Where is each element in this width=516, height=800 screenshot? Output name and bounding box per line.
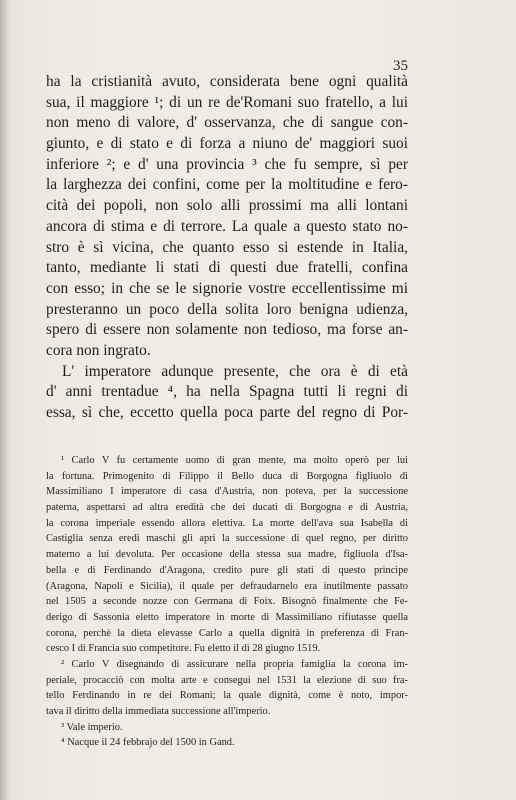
text-line: presteranno un poco della solita loro benigna udienza, <box>46 300 408 318</box>
footnote-line: Massimiliano I imperatore di casa d'Austria, non poteva, per la successione <box>46 486 408 498</box>
text-line: d' anni trentadue ⁴, ha nella Spagna tutti li regni di <box>46 383 408 401</box>
footnote-line: ³ Vale imperio. <box>61 721 123 733</box>
text-line: spero di essere non solamente non tedioso, ma forse an- <box>46 321 408 339</box>
main-text <box>46 72 408 424</box>
gutter-shadow <box>0 0 10 800</box>
text-line: sua, il maggiore ¹; di un re de'Romani suo fratello, a lui <box>46 93 408 111</box>
text-line: ha la cristianità avuto, considerata bene ogni qualità <box>46 73 408 90</box>
footnote-line: Castiglia senza eredi maschi gli aprì la successione di quel regno, per diritto <box>46 533 408 545</box>
footnote-line: periale, procacciò con molta arte e conseguì nel 1531 la elezione di suo fra- <box>46 674 408 686</box>
text-line: la larghezza dei confini, come per la moltitudine e fero- <box>46 176 408 194</box>
text-line: giunto, e di stato e di forza a niuno de' maggiori suoi <box>46 135 408 153</box>
footnote-line: la fortuna. Primogenito di Filippo il Bello duca di Borgogna figliuolo di <box>46 470 408 482</box>
footnote-line: tello Ferdinando in re dei Romani; la quale dignità, come è noto, impor- <box>46 690 408 702</box>
footnote-line: ² Carlo V disegnando di assicurare nella propria famiglia la corona im- <box>61 658 408 670</box>
text-line: inferiore ²; e d' una provincia ³ che fu sempre, sì per <box>46 155 408 173</box>
footnotes <box>46 453 408 751</box>
text-line: con esso; in che se le signorie vostre eccellentissime mi <box>46 279 408 297</box>
footnote-line: ¹ Carlo V fu certamente uomo di gran mente, ma molto operò per lui <box>61 455 408 466</box>
text-line: cità dei popoli, non solo alli prossimi ma alli lontani <box>46 197 408 215</box>
footnote-line: tava il diritto della immediata successione all'imperio. <box>46 706 271 717</box>
text-line: ancora di stima e di terrore. La quale a questo stato no- <box>46 217 408 235</box>
footnote-line: corona, perchè la dieta elevasse Carlo a quella dignità in preferenza di Fran- <box>46 627 408 639</box>
footnote-line: materno a lui devoluta. Per occasione della stessa sua madre, figliuola d'Isa- <box>46 549 408 561</box>
text-line: tanto, mediante li stati di questi due fratelli, confina <box>46 259 408 277</box>
footnote-line: nel 1505 a seconde nozze con Germana di Foix. Bisognò finalmente che Fe- <box>46 596 408 608</box>
text-line: cora non ingrato. <box>46 341 151 359</box>
footnote-line: (Aragona, Napoli e Sicilia), il quale per defraudarnelo era inutilmente passato <box>46 580 408 592</box>
text-line: stro è sì vicina, che quanto esso si estende in Italia, <box>46 238 408 256</box>
footnote-line: la corona imperiale essendo allora elettiva. La morte dell'ava sua Isabella di <box>46 517 408 529</box>
text-line: non meno di valore, d' osservanza, che di sangue con- <box>46 114 408 132</box>
footnote-line: paterna, aspettarsi ad altra eredità che dei ducati di Borgogna e di Austria, <box>46 502 408 514</box>
footnote-line: bella e di Ferdinando d'Aragona, credito pure gli stati di questo principe <box>46 564 408 576</box>
text-line: L' imperatore adunque presente, che ora è di età <box>62 362 408 380</box>
text-line: essa, sì che, eccetto quella poca parte del regno di Por- <box>46 404 408 421</box>
footnote-line: derigo di Sassonia eletto imperatore in morte di Massimiliano rifiutasse quella <box>46 611 408 623</box>
footnote-line: cesco I di Francia suo competitore. Fu eletto il dì 28 giugno 1519. <box>46 643 321 655</box>
page-number: 35 <box>393 58 408 74</box>
footnote-line: ⁴ Nacque il 24 febbrajo del 1500 in Gand. <box>61 737 235 749</box>
